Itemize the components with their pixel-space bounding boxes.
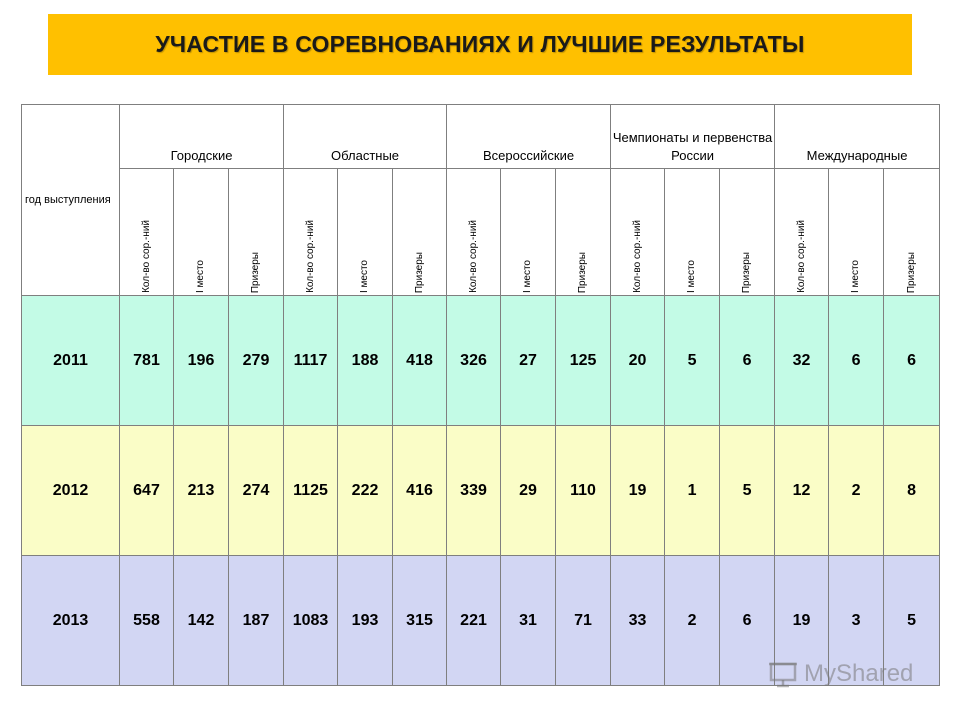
page-title: УЧАСТИЕ В СОРЕВНОВАНИЯХ И ЛУЧШИЕ РЕЗУЛЬТАТЫ [155, 31, 805, 57]
subcolumn-header [720, 169, 775, 296]
subcolumn-label: Призеры [905, 251, 917, 293]
value-cell: 647 [120, 426, 174, 556]
year-header: год выступления [22, 105, 120, 296]
year-cell: 2013 [22, 556, 120, 686]
presentation-icon [768, 659, 798, 689]
value-cell: 20 [611, 296, 665, 426]
value-cell: 1117 [284, 296, 338, 426]
title-banner [48, 14, 912, 75]
value-cell: 221 [447, 556, 501, 686]
subcolumn-header [775, 169, 829, 296]
subcolumn-header [884, 169, 940, 296]
subcolumn-label: Призеры [577, 251, 589, 293]
subcolumn-header [120, 169, 174, 296]
value-cell: 3 [829, 556, 884, 686]
subcolumn-label: I место [686, 259, 698, 293]
subcolumn-label: Призеры [250, 251, 262, 293]
value-cell: 416 [393, 426, 447, 556]
subcolumn-label: Кол-во сор.-ний [304, 220, 316, 293]
table-row [22, 296, 940, 426]
group-header-international: Международные [775, 105, 940, 169]
subcolumn-label: Кол-во сор.-ний [140, 220, 152, 293]
value-cell: 2 [665, 556, 720, 686]
subcolumn-label: Кол-во сор.-ний [795, 220, 807, 293]
subcolumn-header [501, 169, 556, 296]
subcolumn-label: I место [195, 259, 206, 293]
value-cell: 339 [447, 426, 501, 556]
subcolumn-label: I место [522, 259, 534, 293]
value-cell: 31 [501, 556, 556, 686]
value-cell: 315 [393, 556, 447, 686]
subcolumn-header [284, 169, 338, 296]
value-cell: 33 [611, 556, 665, 686]
value-cell: 187 [229, 556, 284, 686]
subcolumn-label: Призеры [413, 251, 425, 293]
group-header-national: Всероссийские [447, 105, 611, 169]
value-cell: 418 [393, 296, 447, 426]
subcolumn-header [611, 169, 665, 296]
value-cell: 19 [775, 556, 829, 686]
value-cell: 213 [174, 426, 229, 556]
group-header-championships: Чемпионаты и первенства России [611, 105, 775, 169]
value-cell: 274 [229, 426, 284, 556]
value-cell: 222 [338, 426, 393, 556]
value-cell: 5 [884, 556, 940, 686]
value-cell: 125 [556, 296, 611, 426]
value-cell: 6 [829, 296, 884, 426]
value-cell: 71 [556, 556, 611, 686]
value-cell: 6 [720, 556, 775, 686]
value-cell: 32 [775, 296, 829, 426]
value-cell: 326 [447, 296, 501, 426]
subcolumn-header [447, 169, 501, 296]
value-cell: 142 [174, 556, 229, 686]
subcolumn-header [829, 169, 884, 296]
value-cell: 12 [775, 426, 829, 556]
value-cell: 2 [829, 426, 884, 556]
value-cell: 6 [884, 296, 940, 426]
group-header-regional: Областные [284, 105, 447, 169]
subcolumn-label: Кол-во сор.-ний [467, 220, 479, 293]
value-cell: 781 [120, 296, 174, 426]
value-cell: 193 [338, 556, 393, 686]
results-table [21, 104, 940, 686]
value-cell: 5 [665, 296, 720, 426]
value-cell: 29 [501, 426, 556, 556]
subcolumn-header [665, 169, 720, 296]
watermark [768, 656, 928, 692]
group-header-city: Городские [120, 105, 284, 169]
value-cell: 1125 [284, 426, 338, 556]
value-cell: 1083 [284, 556, 338, 686]
year-cell: 2011 [22, 296, 120, 426]
value-cell: 196 [174, 296, 229, 426]
subcolumn-header [556, 169, 611, 296]
subcolumn-header [174, 169, 229, 296]
subcolumn-label: I место [850, 259, 862, 293]
subcolumn-header [229, 169, 284, 296]
value-cell: 558 [120, 556, 174, 686]
value-cell: 8 [884, 426, 940, 556]
value-cell: 27 [501, 296, 556, 426]
watermark-text: MyShared [804, 660, 914, 687]
subcolumn-header [338, 169, 393, 296]
value-cell: 110 [556, 426, 611, 556]
value-cell: 6 [720, 296, 775, 426]
subcolumn-header [393, 169, 447, 296]
table-row [22, 426, 940, 556]
subcolumn-label: I место [359, 259, 371, 293]
subcolumn-label: Кол-во сор.-ний [631, 220, 643, 293]
value-cell: 188 [338, 296, 393, 426]
value-cell: 279 [229, 296, 284, 426]
year-cell: 2012 [22, 426, 120, 556]
value-cell: 1 [665, 426, 720, 556]
value-cell: 5 [720, 426, 775, 556]
value-cell: 19 [611, 426, 665, 556]
subcolumn-label: Призеры [741, 251, 753, 293]
